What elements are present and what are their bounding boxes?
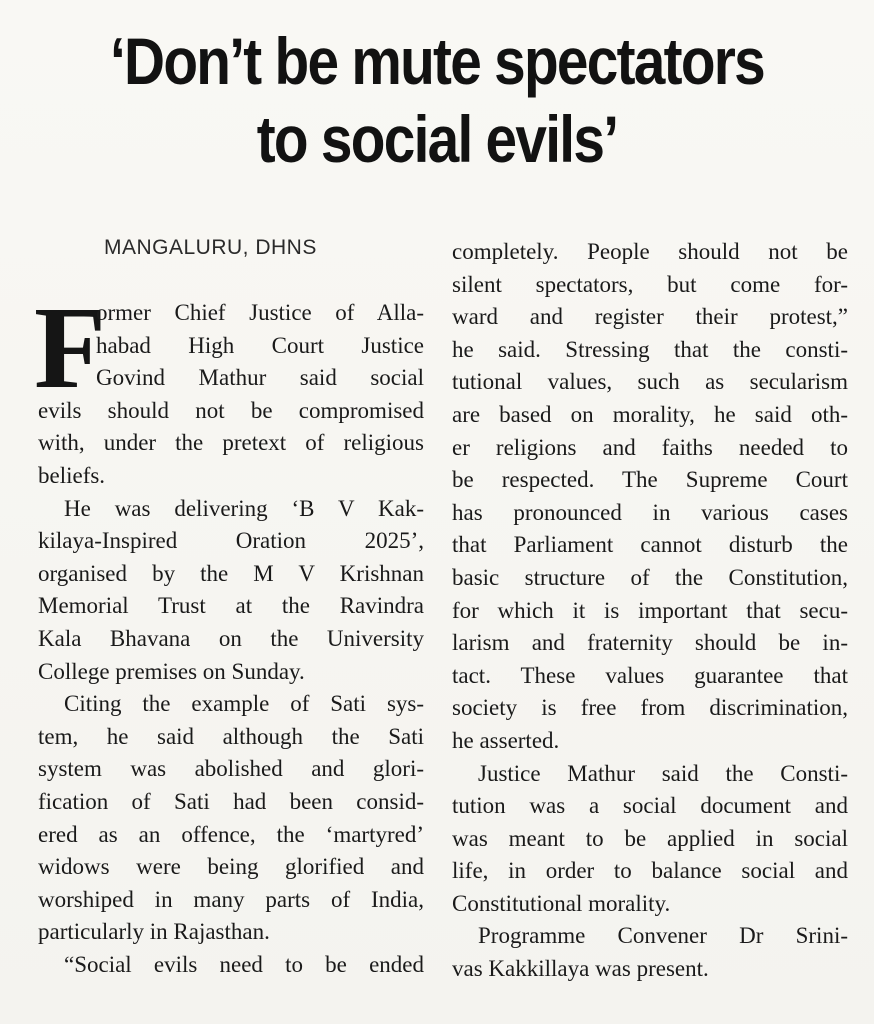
text-line: ward and register their protest,” — [452, 304, 848, 330]
text-line: fication of Sati had been consid- — [38, 788, 424, 814]
text-line: Constitutional morality. — [452, 890, 671, 916]
text-line: ormer Chief Justice of Alla- — [96, 300, 424, 325]
text-line: silent spectators, but come for- — [452, 271, 848, 297]
text-line: habad High Court Justice — [96, 332, 424, 358]
column-gutter — [436, 236, 437, 976]
text-line: larism and fraternity should be in- — [452, 630, 848, 656]
text-line: ered as an offence, the ‘martyred’ — [38, 821, 424, 847]
text-line: society is free from discrimination, — [452, 695, 848, 721]
text-line: completely. People should not be — [452, 239, 848, 264]
text-line: life, in order to balance social and — [452, 858, 848, 884]
text-line: Memorial Trust at the Ravindra — [38, 593, 424, 619]
text-line: “Social evils need to be ended — [64, 951, 424, 977]
text-line: vas Kakkillaya was present. — [452, 956, 709, 982]
drop-cap: F — [34, 282, 107, 413]
text-line: basic structure of the Constitution, — [452, 564, 848, 590]
headline-line-2: to social evils’ — [256, 102, 618, 176]
text-line: that Parliament cannot disturb the — [452, 532, 848, 558]
text-line: for which it is important that secu- — [452, 597, 848, 623]
text-line: er religions and faiths needed to — [452, 434, 848, 460]
headline — [61, 22, 813, 178]
text-line: be respected. The Supreme Court — [452, 467, 848, 493]
text-line: tutional values, such as secularism — [452, 369, 848, 395]
text-line: system was abolished and glori- — [38, 756, 424, 782]
text-line: worshiped in many parts of India, — [38, 886, 424, 912]
text-line: organised by the M V Krishnan — [38, 560, 424, 586]
text-line: Programme Convener Dr Srini- — [478, 923, 848, 949]
headline-line-1: ‘Don’t be mute spectators — [109, 24, 765, 98]
text-line: College premises on Sunday. — [38, 658, 305, 684]
text-line: he said. Stressing that the consti- — [452, 336, 848, 362]
text-line: with, under the pretext of religious — [38, 430, 424, 456]
text-line: Justice Mathur said the Consti- — [478, 760, 848, 786]
text-line: He was delivering ‘B V Kak- — [64, 495, 424, 521]
dateline: MANGALURU, DHNS — [104, 236, 317, 259]
text-line: he asserted. — [452, 727, 560, 753]
text-line: Kala Bhavana on the University — [38, 625, 424, 651]
text-line: kilaya-Inspired Oration 2025’, — [38, 528, 424, 554]
text-line: tact. These values guarantee that — [452, 662, 848, 688]
text-line: particularly in Rajasthan. — [38, 919, 270, 945]
text-line: widows were being glorified and — [38, 854, 424, 880]
text-line: tution was a social document and — [452, 793, 848, 819]
text-line: evils should not be compromised — [38, 397, 424, 423]
article-column-left — [38, 297, 424, 981]
text-line: Govind Mathur said social — [96, 365, 424, 391]
text-line: was meant to be applied in social — [452, 825, 848, 851]
text-line: are based on morality, he said oth- — [452, 401, 848, 427]
text-line: beliefs. — [38, 462, 106, 488]
text-line: has pronounced in various cases — [452, 499, 848, 525]
text-line: Citing the example of Sati sys- — [64, 691, 424, 717]
text-line: tem, he said although the Sati — [38, 723, 424, 749]
article-column-right — [452, 236, 848, 986]
